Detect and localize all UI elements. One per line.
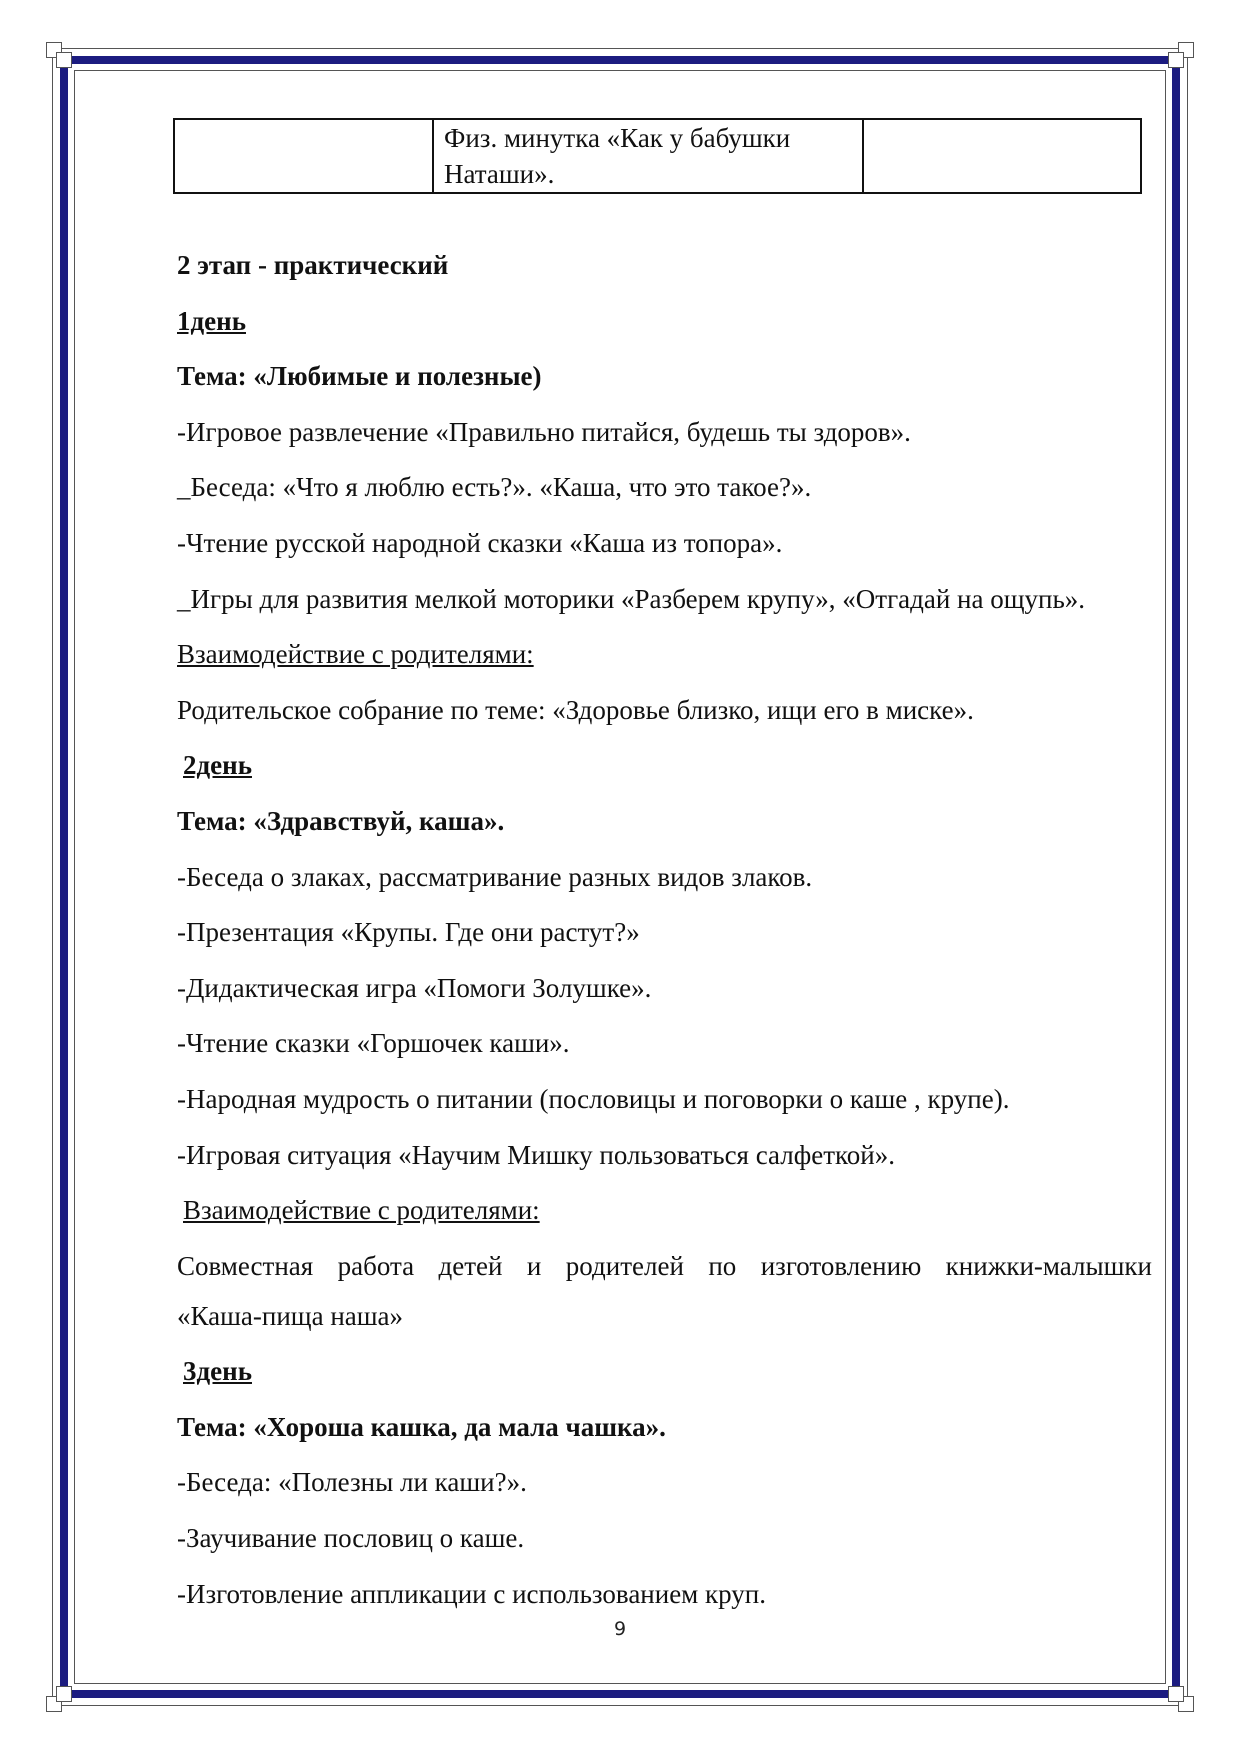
list-item: _Беседа: «Что я люблю есть?». «Каша, что это такое?». [177, 472, 812, 503]
frame-corner-top-left [46, 42, 72, 68]
table-row [174, 119, 1141, 193]
list-item: -Чтение русской народной сказки «Каша из топора». [177, 527, 783, 558]
list-item: -Изготовление аппликации с использованием круп. [177, 1578, 766, 1609]
list-item: -Игровое развлечение «Правильно питайся, будешь ты здоров». [177, 416, 911, 447]
list-item: -Народная мудрость о питании (пословицы и поговорки о каше , крупе). [177, 1083, 1010, 1114]
day-2-theme: Тема: «Здравствуй, каша». [177, 805, 505, 836]
table-cell [174, 119, 433, 193]
day-3-theme: Тема: «Хороша кашка, да мала чашка». [177, 1411, 666, 1442]
list-item: -Дидактическая игра «Помоги Золушке». [177, 972, 652, 1003]
day-2-label-text: 2день [183, 750, 252, 781]
stage-heading: 2 этап - практический [177, 250, 449, 280]
day-2-parents-text-line-2: «Каша-пища наша» [177, 1300, 404, 1331]
day-3-label-text: 3день [183, 1356, 252, 1387]
frame-corner-bottom-right [1168, 1686, 1194, 1712]
page-number: 9 [613, 1618, 627, 1640]
day-2-parents-label [177, 1189, 1152, 1245]
day-2-label [177, 744, 1152, 800]
day-2-parents-text-line-1: Совместная работа детей и родителей по изготовлению книжки-малышки [177, 1250, 1152, 1281]
list-item: -Беседа: «Полезны ли каши?». [177, 1467, 527, 1498]
day-1-parents-label: Взаимодействие с родителями: [177, 639, 534, 670]
table-cell: Физ. минутка «Как у бабушки Наташи». [433, 119, 863, 193]
day-1-parents-text: Родительское собрание по теме: «Здоровье близко, ищи его в миске». [177, 694, 974, 725]
frame-corner-top-right [1168, 42, 1194, 68]
list-item: _Игры для развития мелкой моторики «Разберем крупу», «Отгадай на ощупь». [177, 583, 1086, 614]
document-body [177, 244, 1152, 1628]
frame-corner-bottom-left [46, 1686, 72, 1712]
day-3-label [177, 1350, 1152, 1406]
plan-table [173, 118, 1142, 194]
day-1-label: 1день [177, 305, 246, 336]
list-item: -Презентация «Крупы. Где они растут?» [177, 917, 640, 948]
list-item: -Беседа о злаках, рассматривание разных видов злаков. [177, 861, 813, 892]
table-cell [863, 119, 1141, 193]
list-item: -Заучивание пословиц о каше. [177, 1523, 525, 1554]
day-1-theme: Тема: «Любимые и полезные) [177, 361, 542, 392]
day-2-parents-label-text: Взаимодействие с родителями: [183, 1195, 540, 1226]
list-item: -Игровая ситуация «Научим Мишку пользоваться салфеткой». [177, 1139, 895, 1170]
list-item: -Чтение сказки «Горшочек каши». [177, 1028, 570, 1059]
